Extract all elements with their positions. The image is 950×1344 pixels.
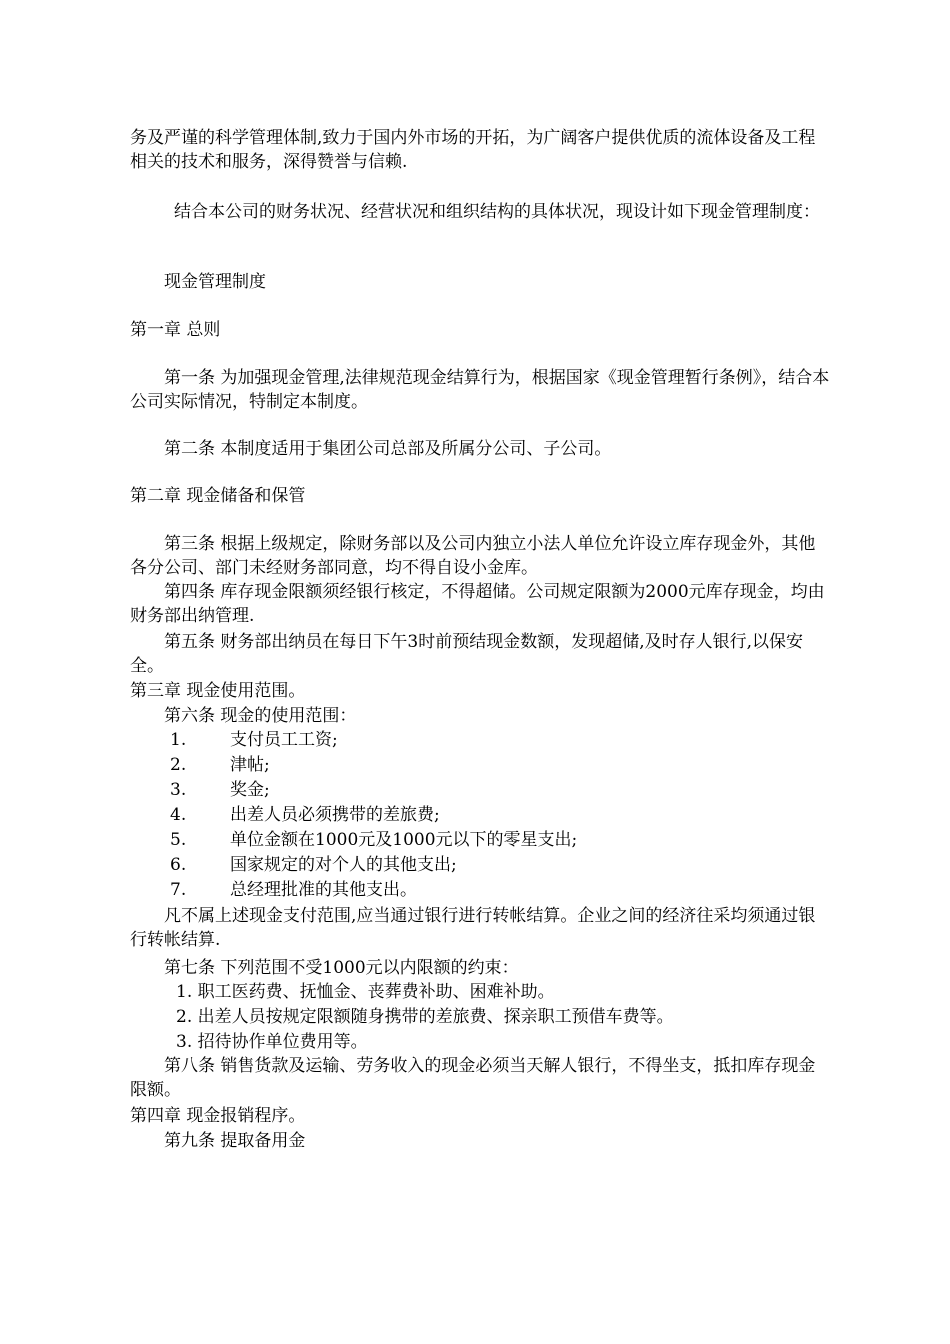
article-3: 第三条 根据上级规定，除财务部以及公司内独立小法人单位允许设立库存现金外，其他各分公司、部门未经财务部同意，均不得自设小金库。 xyxy=(130,534,816,578)
article-2: 第二条 本制度适用于集团公司总部及所属分公司、子公司。 xyxy=(164,439,612,459)
list-item: 3. 招待协作单位费用等。 xyxy=(176,1032,368,1052)
list-item: 5. 单位金额在1000元及1000元以下的零星支出; xyxy=(170,830,578,850)
chapter-1-heading: 第一章 总则 xyxy=(130,320,221,340)
list-item: 6. 国家规定的对个人的其他支出; xyxy=(170,855,457,875)
design-paragraph: 结合本公司的财务状况、经营状况和组织结构的具体状况，现设计如下现金管理制度： xyxy=(174,202,820,222)
article-8: 第八条 销售货款及运输、劳务收入的现金必须当天解人银行，不得坐支，抵扣库存现金限额。 xyxy=(130,1056,816,1100)
list-item: 4. 出差人员必须携带的差旅费; xyxy=(170,805,440,825)
article-7: 第七条 下列范围不受1000元以内限额的约束： xyxy=(164,958,519,978)
article-6-note: 凡不属上述现金支付范围,应当通过银行进行转帐结算。企业之间的经济往采均须通过银行转帐结算. xyxy=(130,906,816,950)
list-item: 2. 出差人员按规定限额随身携带的差旅费、探亲职工预借车费等。 xyxy=(176,1007,674,1027)
article-1: 第一条 为加强现金管理,法律规范现金结算行为，根据国家《现金管理暂行条例》，结合本公司实际情况，特制定本制度。 xyxy=(130,368,830,412)
chapter-3-heading: 第三章 现金使用范围。 xyxy=(130,681,306,701)
list-item: 2. 津帖; xyxy=(170,755,270,775)
intro-paragraph: 务及严谨的科学管理体制,致力于国内外市场的开拓，为广阔客户提供优质的流体设备及工程相关的技术和服务，深得赞誉与信赖. xyxy=(130,128,816,172)
list-item: 7. 总经理批准的其他支出。 xyxy=(170,880,417,900)
article-9: 第九条 提取备用金 xyxy=(164,1131,306,1151)
article-4: 第四条 库存现金限额须经银行核定，不得超储。公司规定限额为2000元库存现金，均由财务部出纳管理. xyxy=(130,582,825,626)
article-5: 第五条 财务部出纳员在每日下午3时前预结现金数额，发现超储,及时存人银行,以保安全。 xyxy=(130,632,804,676)
article-6: 第六条 现金的使用范围： xyxy=(164,706,357,726)
system-title: 现金管理制度 xyxy=(164,272,266,292)
chapter-2-heading: 第二章 现金储备和保管 xyxy=(130,486,306,506)
list-item: 1. 支付员工工资; xyxy=(170,730,338,750)
list-item: 1. 职工医药费、抚恤金、丧葬费补助、困难补助。 xyxy=(176,982,555,1002)
list-item: 3. 奖金; xyxy=(170,780,270,800)
chapter-4-heading: 第四章 现金报销程序。 xyxy=(130,1106,306,1126)
